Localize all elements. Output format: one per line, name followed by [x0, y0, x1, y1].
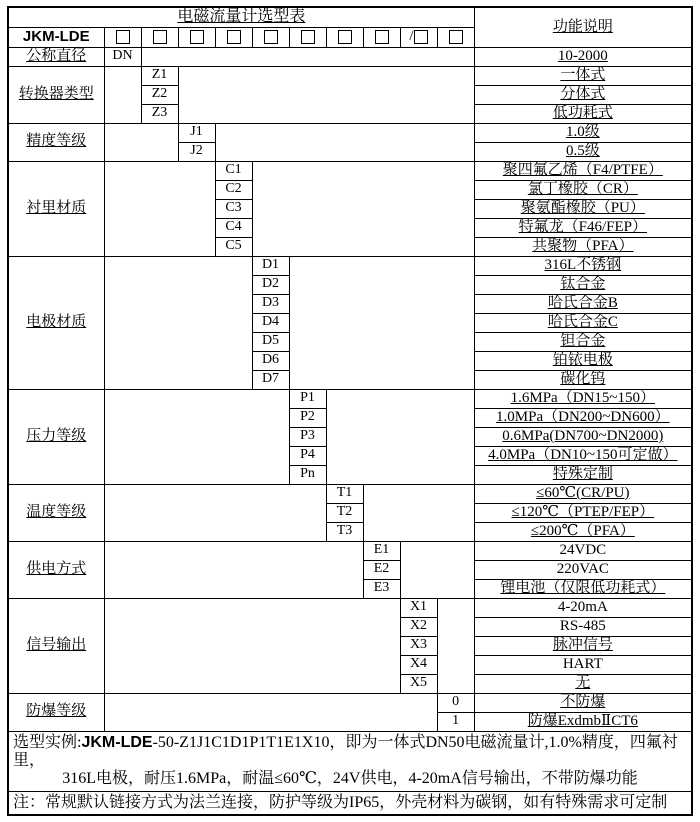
code-cell-d6: D6	[252, 351, 289, 370]
desc-cell-p2[interactable]: 1.0MPa（DN200~DN600）	[474, 408, 692, 427]
code-cell-c2: C2	[215, 180, 252, 199]
filler-cell	[400, 541, 474, 598]
group-label-explosion-proof[interactable]: 防爆等级	[8, 693, 104, 731]
checkbox-icon[interactable]	[190, 30, 204, 44]
table-title[interactable]: 电磁流量计选型表	[8, 7, 474, 27]
filler-cell	[104, 66, 141, 123]
filler-cell	[141, 47, 474, 66]
model-checkbox-cell	[289, 27, 326, 47]
code-cell-c1: C1	[215, 161, 252, 180]
filler-cell	[104, 161, 215, 256]
group-label-accuracy-class[interactable]: 精度等级	[8, 123, 104, 161]
group-label-converter-type[interactable]: 转换器类型	[8, 66, 104, 123]
model-checkbox-cell	[326, 27, 363, 47]
group-label-lining-material[interactable]: 衬里材质	[8, 161, 104, 256]
model-checkbox-cell	[437, 27, 474, 47]
desc-cell-d6[interactable]: 铂铱电极	[474, 351, 692, 370]
example-text: -50-Z1J1C1D1P1T1E1X10，即为一体式DN50电磁流量计,1.0%精度，四氟衬里，	[13, 733, 678, 769]
desc-cell-x4: HART	[474, 655, 692, 674]
model-checkbox-cell	[178, 27, 215, 47]
desc-cell-e1: 24VDC	[474, 541, 692, 560]
desc-cell-pn[interactable]: 特殊定制	[474, 465, 692, 484]
desc-cell-t3[interactable]: ≤200℃（PFA）	[474, 522, 692, 541]
desc-cell-z1[interactable]: 一体式	[474, 66, 692, 85]
desc-cell-x1: 4-20mA	[474, 598, 692, 617]
code-cell-t1: T1	[326, 484, 363, 503]
desc-cell-c1[interactable]: 聚四氟乙烯（F4/PTFE）	[474, 161, 692, 180]
group-label-signal-output[interactable]: 信号输出	[8, 598, 104, 693]
desc-cell-z2[interactable]: 分体式	[474, 85, 692, 104]
code-cell-j2: J2	[178, 142, 215, 161]
code-cell-d4: D4	[252, 313, 289, 332]
checkbox-icon[interactable]	[338, 30, 352, 44]
code-cell-z2: Z2	[141, 85, 178, 104]
group-label-power-supply[interactable]: 供电方式	[8, 541, 104, 598]
code-cell-d1: D1	[252, 256, 289, 275]
filler-cell	[252, 161, 474, 256]
code-cell-j1: J1	[178, 123, 215, 142]
filler-cell	[215, 123, 474, 161]
model-checkbox-cell	[104, 27, 141, 47]
code-cell-z3: Z3	[141, 104, 178, 123]
code-cell-d3: D3	[252, 294, 289, 313]
desc-cell-d2[interactable]: 钛合金	[474, 275, 692, 294]
code-cell-c5: C5	[215, 237, 252, 256]
desc-cell-p3[interactable]: 0.6MPa(DN700~DN2000)	[474, 427, 692, 446]
model-checkbox-cell	[141, 27, 178, 47]
selection-table	[7, 6, 693, 816]
desc-cell-c4[interactable]: 特氟龙（F46/FEP）	[474, 218, 692, 237]
example-line2: 316L电极，耐压1.6MPa，耐温≤60℃，24V供电，4-20mA信号输出，不带防爆功能	[62, 770, 638, 788]
filler-cell	[289, 256, 474, 389]
code-cell-e3: E3	[363, 579, 400, 598]
desc-cell-e2: 220VAC	[474, 560, 692, 579]
checkbox-icon[interactable]	[449, 30, 463, 44]
code-cell-1: 1	[437, 712, 474, 731]
desc-cell-d4[interactable]: 哈氏合金C	[474, 313, 692, 332]
desc-cell-t1[interactable]: ≤60℃(CR/PU)	[474, 484, 692, 503]
desc-cell-x3[interactable]: 脉冲信号	[474, 636, 692, 655]
group-label-temperature-rating[interactable]: 温度等级	[8, 484, 104, 541]
desc-cell-p4[interactable]: 4.0MPa（DN10~150可定做）	[474, 446, 692, 465]
code-cell-t2: T2	[326, 503, 363, 522]
code-cell-z1: Z1	[141, 66, 178, 85]
filler-cell	[104, 123, 178, 161]
code-cell-c3: C3	[215, 199, 252, 218]
desc-cell-explosion-none[interactable]: 不防爆	[474, 693, 692, 712]
model-prefix: JKM-LDE	[8, 27, 104, 47]
checkbox-icon[interactable]	[301, 30, 315, 44]
code-cell-dn: DN	[104, 47, 141, 66]
filler-cell	[104, 484, 326, 541]
code-cell-e1: E1	[363, 541, 400, 560]
checkbox-icon[interactable]	[264, 30, 278, 44]
desc-cell-dn[interactable]: 10-2000	[474, 47, 692, 66]
desc-cell-e3[interactable]: 锂电池（仅限低功耗式）	[474, 579, 692, 598]
group-label-electrode-material[interactable]: 电极材质	[8, 256, 104, 389]
checkbox-icon[interactable]	[375, 30, 389, 44]
desc-cell-c2[interactable]: 氯丁橡胶（CR）	[474, 180, 692, 199]
desc-cell-p1[interactable]: 1.6MPa（DN15~150）	[474, 389, 692, 408]
code-cell-x1: X1	[400, 598, 437, 617]
desc-cell-c3[interactable]: 聚氨酯橡胶（PU）	[474, 199, 692, 218]
desc-cell-d7[interactable]: 碳化钨	[474, 370, 692, 389]
model-checkbox-cell	[400, 27, 437, 47]
desc-cell-x2: RS-485	[474, 617, 692, 636]
desc-cell-d3[interactable]: 哈氏合金B	[474, 294, 692, 313]
code-cell-d7: D7	[252, 370, 289, 389]
model-checkbox-cell	[252, 27, 289, 47]
code-cell-x4: X4	[400, 655, 437, 674]
code-cell-e2: E2	[363, 560, 400, 579]
filler-cell	[104, 256, 252, 389]
code-cell-p2: P2	[289, 408, 326, 427]
filler-cell	[104, 541, 363, 598]
filler-cell	[178, 66, 474, 123]
model-checkbox-cell	[215, 27, 252, 47]
desc-cell-explosion-exdmb[interactable]: 防爆ExdmbⅡCT6	[474, 712, 692, 731]
checkbox-icon[interactable]	[153, 30, 167, 44]
group-label-nominal-diameter[interactable]: 公称直径	[8, 47, 104, 66]
code-cell-d2: D2	[252, 275, 289, 294]
code-cell-c4: C4	[215, 218, 252, 237]
checkbox-icon[interactable]	[414, 30, 428, 44]
code-cell-x2: X2	[400, 617, 437, 636]
filler-cell	[363, 484, 474, 541]
desc-cell-z3[interactable]: 低功耗式	[474, 104, 692, 123]
code-cell-x3: X3	[400, 636, 437, 655]
code-cell-0: 0	[437, 693, 474, 712]
example-line1	[13, 734, 687, 771]
desc-cell-j2[interactable]: 0.5级	[474, 142, 692, 161]
desc-cell-c5[interactable]: 共聚物（PFA）	[474, 237, 692, 256]
example-prefix: 选型实例:	[13, 733, 82, 751]
note-text: 注：常规默认链接方式为法兰连接，防护等级为IP65，外壳材料为碳钢，如有特殊需求可定制	[8, 791, 692, 815]
filler-cell	[104, 598, 400, 693]
filler-cell	[437, 598, 474, 693]
desc-cell-d5[interactable]: 钽合金	[474, 332, 692, 351]
desc-cell-d1[interactable]: 316L不锈钢	[474, 256, 692, 275]
group-label-pressure-rating[interactable]: 压力等级	[8, 389, 104, 484]
model-checkbox-cell	[363, 27, 400, 47]
filler-cell	[326, 389, 474, 484]
code-cell-x5: X5	[400, 674, 437, 693]
desc-cell-x5[interactable]: 无	[474, 674, 692, 693]
example-model-code: JKM-LDE	[81, 733, 153, 751]
checkbox-icon[interactable]	[227, 30, 241, 44]
desc-cell-t2[interactable]: ≤120℃（PTEP/FEP）	[474, 503, 692, 522]
filler-cell	[104, 693, 437, 731]
code-cell-pn: Pn	[289, 465, 326, 484]
code-cell-p3: P3	[289, 427, 326, 446]
desc-cell-j1[interactable]: 1.0级	[474, 123, 692, 142]
filler-cell	[104, 389, 289, 484]
slash-separator: /	[409, 28, 414, 45]
example-row	[8, 731, 692, 791]
code-cell-p4: P4	[289, 446, 326, 465]
code-cell-p1: P1	[289, 389, 326, 408]
code-cell-t3: T3	[326, 522, 363, 541]
function-header[interactable]: 功能说明	[474, 7, 692, 47]
code-cell-d5: D5	[252, 332, 289, 351]
checkbox-icon[interactable]	[116, 30, 130, 44]
